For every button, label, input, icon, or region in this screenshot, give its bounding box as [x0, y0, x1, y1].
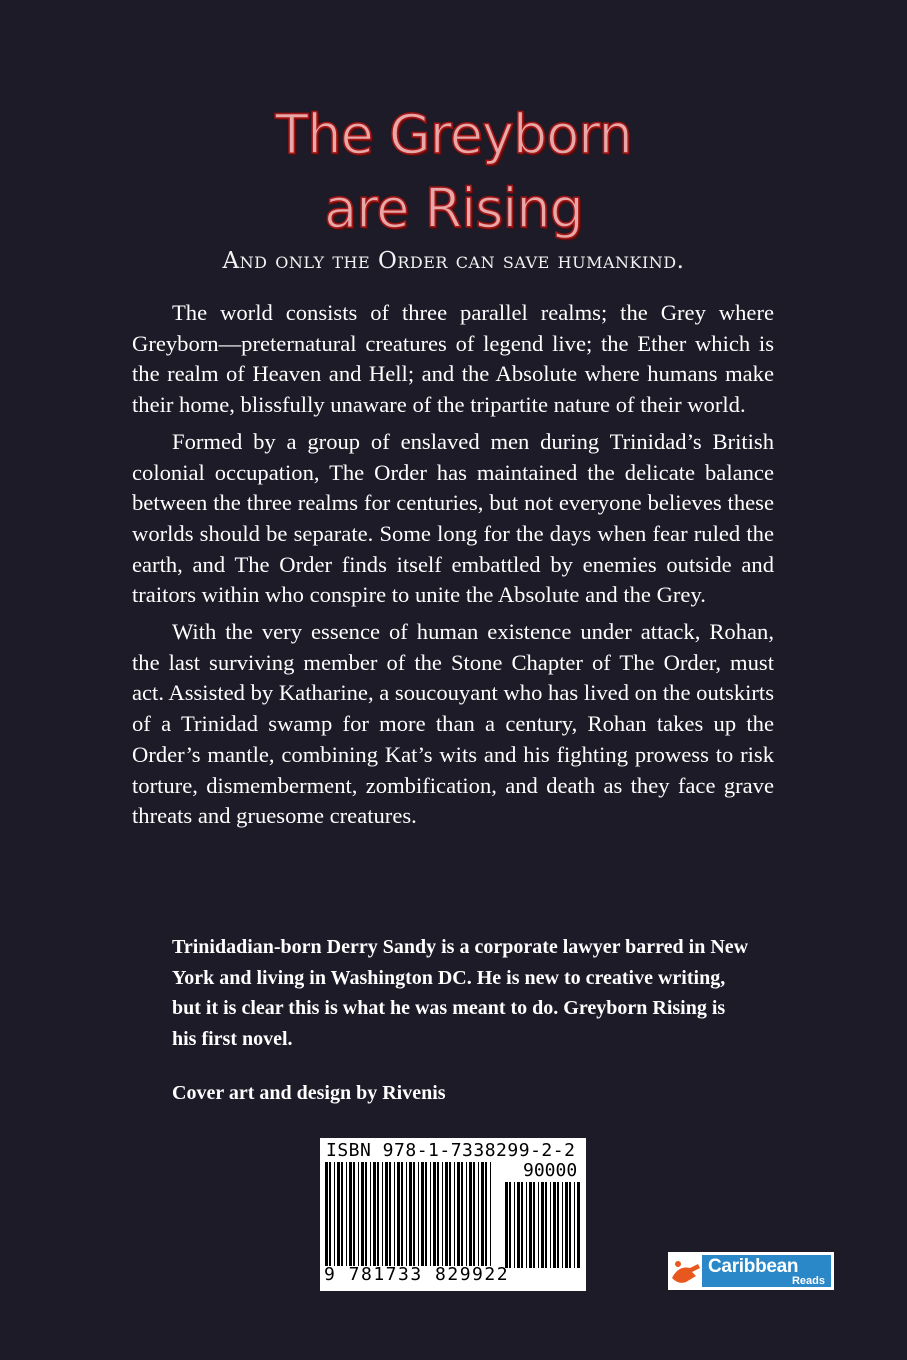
cover-credit: Cover art and design by Rivenis	[172, 1082, 446, 1104]
price-code: 90000	[523, 1160, 578, 1181]
blurb-paragraph: Formed by a group of enslaved men during Trinidad’s British colonial occupation, The Order has maintained the delicate balance between the three realms for centuries, but not everyone believes these worlds should be separate. Some long for the days when fear ruled the earth, and The Order finds itself embattled by enemies outside and traitors within who conspire to unite the Absolute and the Grey.	[132, 428, 774, 608]
title-line-2: are Rising	[324, 177, 583, 240]
publisher-sub: Reads	[791, 1275, 825, 1287]
tagline: And only the Order can save humankind.	[222, 248, 685, 274]
isbn-label: ISBN 978-1-7338299-2-2	[326, 1140, 576, 1161]
book-title	[0, 98, 907, 246]
blurb-paragraph: The world consists of three parallel realms; the Grey where Greyborn—preternatural creatures of legend live; the Ether which is the realm of Heaven and Hell; and the Absolute where humans make their home, blissfully unaware of the tripartite nature of their world.	[132, 300, 774, 418]
title-line-1: The Greyborn	[275, 103, 632, 166]
publisher-logo	[668, 1252, 834, 1290]
hand-logo-icon	[668, 1252, 702, 1290]
addon-barcode-bars-icon	[504, 1182, 580, 1268]
author-bio: Trinidadian-born Derry Sandy is a corporate lawyer barred in New York and living in Washington DC. He is new to creative writing, but it is clear this is what he was meant to do. Greyborn Rising is his first novel.	[172, 936, 749, 1050]
barcode-bars-icon	[324, 1162, 494, 1266]
ean-digits: 9 781733 829922	[324, 1264, 510, 1285]
isbn-barcode	[320, 1138, 586, 1291]
publisher-wordmark	[702, 1255, 831, 1287]
blurb	[132, 298, 774, 838]
blurb-paragraph: With the very essence of human existence under attack, Rohan, the last surviving member of the Stone Chapter of The Order, must act. Assisted by Katharine, a soucouyant who has lived on the outskirts of a Trinidad swamp for more than a century, Rohan takes up the Order’s mantle, combining Kat’s wits and his fighting prowess to risk torture, dismemberment, zombification, and death as they face grave threats and gruesome creatures.	[132, 619, 774, 829]
publisher-name: Caribbean	[708, 1256, 799, 1277]
